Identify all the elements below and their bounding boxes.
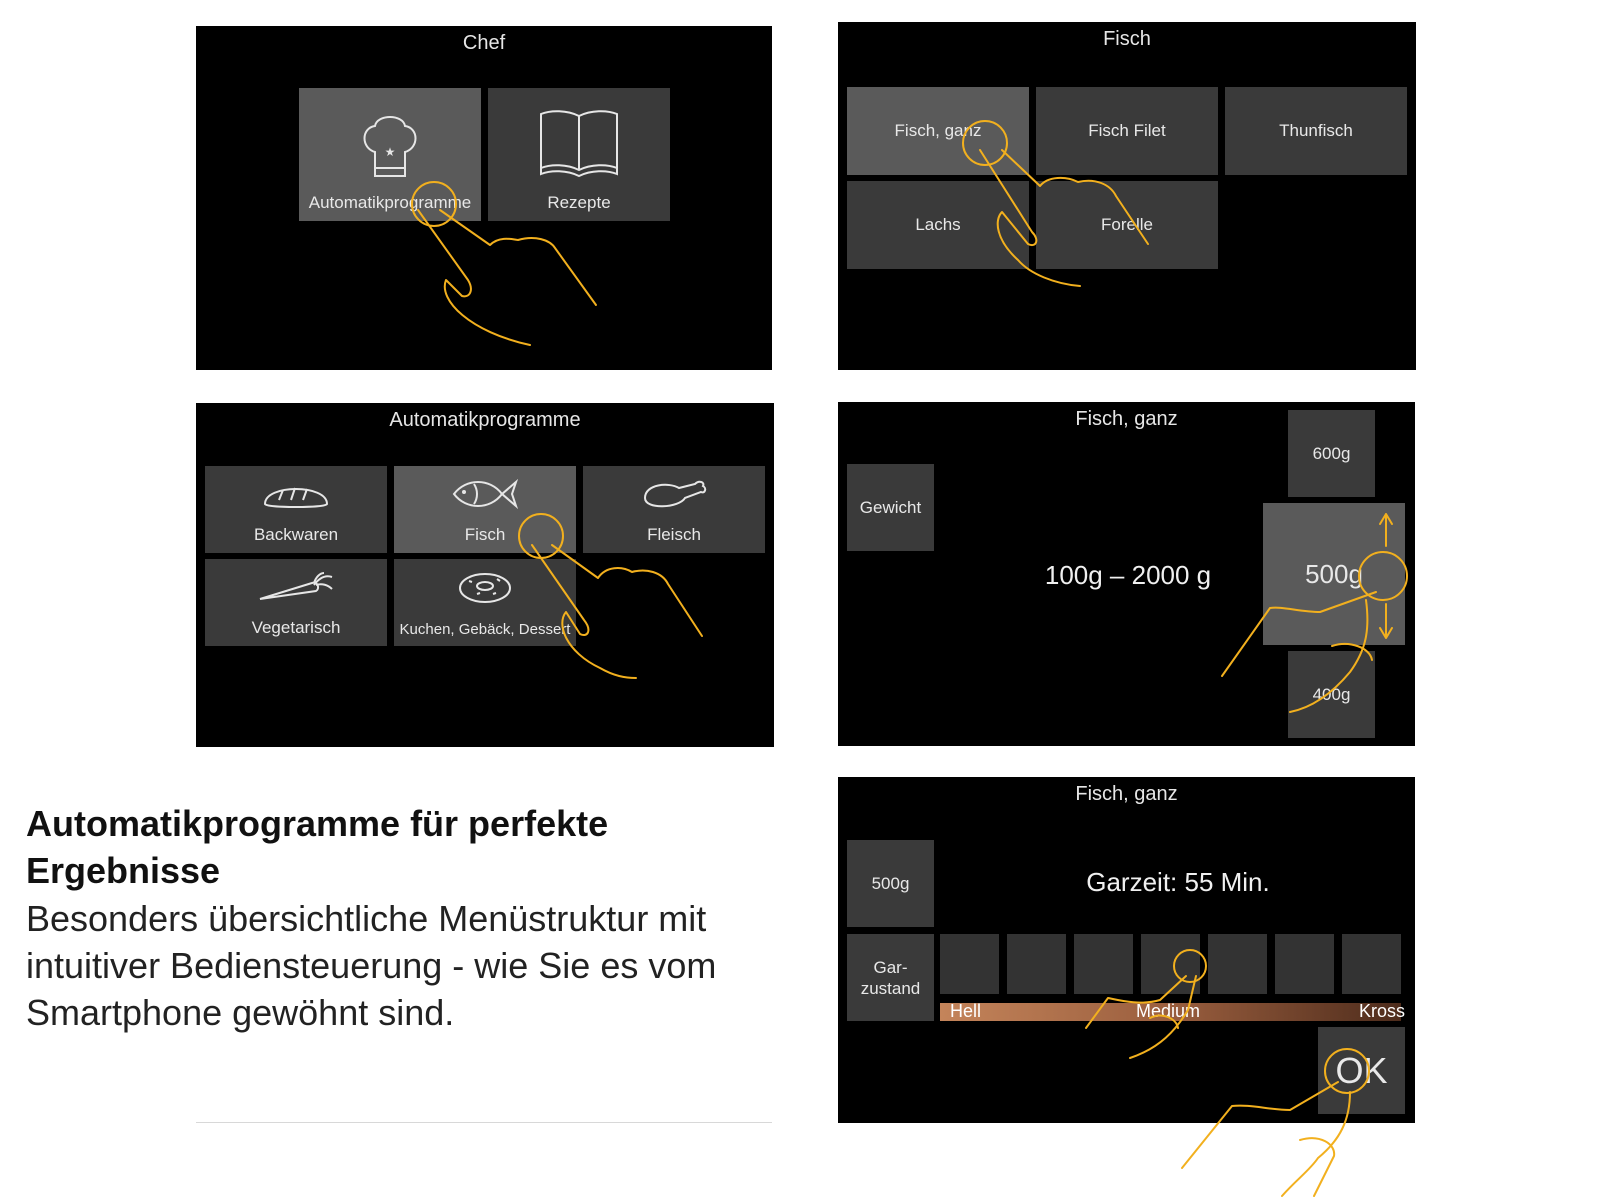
- doneness-segment[interactable]: [1275, 934, 1334, 994]
- weight-option-above[interactable]: [1288, 410, 1375, 497]
- doneness-segment[interactable]: [1141, 934, 1200, 994]
- tile-label: Forelle: [1101, 215, 1153, 234]
- tile-kuchen-gebaeck-dessert[interactable]: [394, 559, 576, 646]
- screen-title: Fisch: [1103, 28, 1151, 50]
- tile-label: Fisch: [464, 525, 506, 544]
- tile-label: Thunfisch: [1279, 121, 1353, 140]
- tile-fisch[interactable]: [394, 466, 576, 553]
- tile-label: 500g: [1305, 558, 1363, 589]
- tile-lachs[interactable]: [847, 181, 1029, 269]
- tile-label: Rezepte: [547, 193, 611, 212]
- scale-label-hell: Hell: [950, 1001, 982, 1021]
- headline: Automatikprogramme für perfekte Ergebnisse: [26, 803, 609, 891]
- screen-automatikprogramme: [196, 403, 774, 747]
- tile-label: Lachs: [915, 215, 961, 234]
- tile-backwaren[interactable]: [205, 466, 387, 553]
- doneness-segment[interactable]: [1342, 934, 1401, 994]
- fish-icon: [450, 476, 520, 512]
- tile-label: 400g: [1312, 684, 1351, 704]
- divider: [196, 1122, 772, 1123]
- weight-label-tile: [847, 464, 934, 551]
- carrot-icon: [256, 571, 336, 605]
- screen-title: Fisch, ganz: [1075, 408, 1178, 430]
- doneness-segment[interactable]: [1208, 934, 1267, 994]
- donut-icon: [457, 571, 513, 605]
- scale-label-medium: Medium: [1135, 1001, 1201, 1021]
- tile-label: OK: [1335, 1049, 1388, 1091]
- tile-label: Fisch Filet: [1088, 121, 1166, 140]
- tile-label: Automatikprogramme: [308, 193, 472, 212]
- tile-fisch-filet[interactable]: [1036, 87, 1218, 175]
- screen-title: Automatikprogramme: [389, 409, 581, 431]
- tile-fleisch[interactable]: [583, 466, 765, 553]
- doneness-segment[interactable]: [1007, 934, 1066, 994]
- tile-rezepte[interactable]: [488, 88, 670, 221]
- bread-icon: [261, 478, 331, 512]
- tile-label: Fleisch: [647, 525, 701, 544]
- tile-label: Backwaren: [253, 525, 339, 544]
- screen-title: Fisch, ganz: [1075, 783, 1178, 805]
- weight-tile[interactable]: [847, 840, 934, 927]
- tile-vegetarisch[interactable]: [205, 559, 387, 646]
- drumstick-icon: [639, 476, 709, 512]
- screen-fisch-ganz-gewicht: [838, 402, 1415, 746]
- tile-forelle[interactable]: [1036, 181, 1218, 269]
- ok-button[interactable]: [1318, 1027, 1405, 1114]
- doneness-segment[interactable]: [1074, 934, 1133, 994]
- screen-fisch: [838, 22, 1416, 370]
- screen-fisch-ganz-garzustand: [838, 777, 1415, 1123]
- tile-label: 600g: [1312, 443, 1351, 463]
- tile-label: Gewicht: [859, 497, 922, 517]
- weight-option-selected[interactable]: [1263, 503, 1405, 645]
- tile-label: Fisch, ganz: [894, 121, 982, 140]
- doneness-segment[interactable]: [940, 934, 999, 994]
- tile-label: Gar- zustand: [860, 957, 921, 998]
- tile-fisch-ganz[interactable]: [847, 87, 1029, 175]
- tile-label: 500g: [871, 873, 910, 893]
- screen-chef: [196, 26, 772, 370]
- tile-label: Kuchen, Gebäck, Dessert: [399, 621, 571, 638]
- tile-label: Vegetarisch: [251, 618, 341, 637]
- scale-label-kross: Kross: [1358, 1001, 1405, 1021]
- cooking-time: Garzeit: 55 Min.: [1086, 867, 1270, 897]
- body-text: Besonders übersichtliche Menüstruktur mit intuitiver Bediensteuerung - wie Sie es vom Smartphone gewöhnt sind.: [26, 898, 717, 1033]
- open-book-icon: [537, 106, 621, 178]
- svg-text:★: ★: [384, 145, 396, 159]
- tile-thunfisch[interactable]: [1225, 87, 1407, 175]
- doneness-label-tile: [847, 934, 934, 1021]
- weight-range: 100g – 2000 g: [1044, 560, 1212, 590]
- chef-hat-icon: [355, 110, 425, 182]
- tile-automatikprogramme[interactable]: [299, 88, 481, 221]
- weight-option-below[interactable]: [1288, 651, 1375, 738]
- screen-title: Chef: [462, 32, 506, 54]
